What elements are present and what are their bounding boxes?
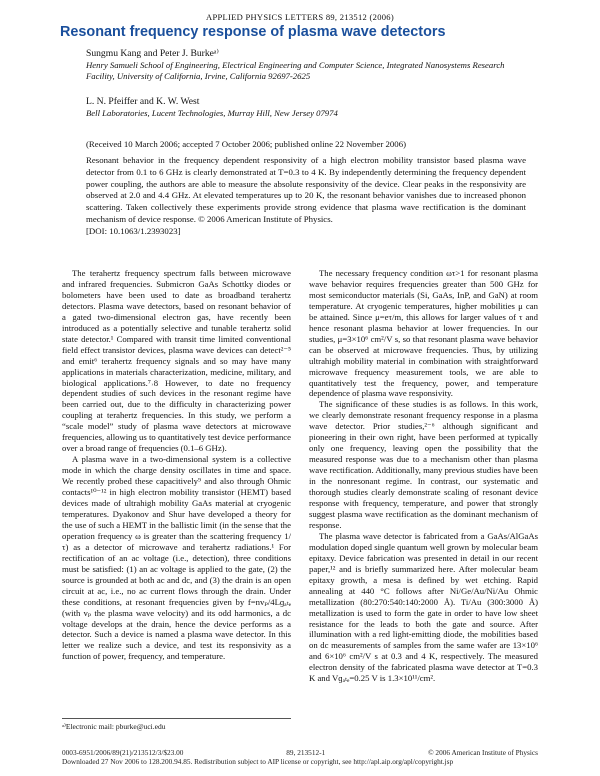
author-block-2	[86, 96, 526, 119]
footer-page-number: 89, 213512-1	[286, 748, 326, 757]
footer-issn: 0003-6951/2006/89(21)/213512/3/$23.00	[62, 748, 184, 757]
right-column	[309, 268, 538, 684]
abstract	[86, 155, 526, 238]
body-paragraph: The terahertz frequency spectrum falls between microwave and infrared frequencies. Submicron GaAs Schottky diodes or bolometers have been used to date as broadband terahertz detectors. Plasma wave detectors, based on resonant behavior of a gated two-dimensional electron gas, have recently been introduced as a potentially selective and tunable terahertz solid state detector.¹ Compared with transit time limited conventional field effect transistor devices, plasma wave devices can detect²⁻⁵ and emit⁶ terahertz frequency signals and so may have many applications in materials characterization, medicine, military, and biological applications.⁷˒8 However, to date no frequency dependent studies of such devices in the resonant regime have been carried out, due to the difficulty in characterizing power coupling at terahertz frequencies. In this study, we perform a “scale model” study of plasma wave detectors at microwave frequencies, allowing us to quantitatively test device performance over a broad range of frequencies (0.1–6 GHz).	[62, 268, 291, 454]
body-paragraph: The plasma wave detector is fabricated from a GaAs/AlGaAs modulation doped single quantum well grown by molecular beam epitaxy. Device fabrication was presented in detail in our recent paper,¹² and is briefly summarized here. After molecular beam epitaxy growth, a mesa is defined by wet etching. Rapid annealing at 440 °C follows after Ni/Ge/Au/Ni/Au Ohmic metallization (80:270:540:140:2000 Å). Ti/Au (300:3000 Å) metallization is used to form the gate in order to have low sheet resistance for the leads to both the gate and source. After illumination with a red light-emitting diode, the mobilities based on dc measurements of samples from the same wafer are 13×10⁶ and 6×10⁶ cm²/V s at 0.3 and 4 K, respectively. The measured electron density of the fabricated plasma wave detector at T=0.3 K and Vɡₐₜₑ=0.25 V is 1.3×10¹¹/cm².	[309, 530, 538, 684]
body-paragraph: The necessary frequency condition ωτ>1 for resonant plasma wave behavior requires frequencies greater than 500 GHz for most semiconductor materials (Si, GaAs, InP, and GaN) at room temperature. At cryogenic temperatures, higher mobilities μ can be attained. Since μ=eτ/m, this allows for larger values of τ and hence resonant plasma behavior at lower frequencies. In our studies, μ=3×10⁶ cm²/V s, so that resonant plasma wave behavior can be observed at microwave frequencies. Thus, by utilizing ultrahigh mobility material in combination with straightforward microwave frequency measurement tools, we are able to quantitatively test the frequency, power, and temperature dependence of plasma wave responsivity.	[309, 268, 538, 399]
running-head: APPLIED PHYSICS LETTERS 89, 213512 (2006)	[206, 12, 394, 22]
footnote: ᵃ⁾Electronic mail: pburke@uci.edu	[62, 718, 291, 731]
body-paragraph: A plasma wave in a two-dimensional system is a collective mode in which the charge density oscillates in time and space. We recently probed these capacitively⁹ and also through Ohmic contacts¹⁰⁻¹² in high electron mobility transistor (HEMT) based devices made of ultrahigh mobility GaAs material at cryogenic temperatures. Dyakonov and Shur have developed a theory for the use of such a HEMT in the ballistic limit (in the sense that the operation frequency ω is greater than the scattering frequency 1/τ) as a detector of microwave and terahertz radiations.¹ For rectification of an ac voltage (i.e., detection), three conditions must be satisfied: (1) an ac voltage is applied to the gate, (2) the source is grounded at both ac and dc, and (3) the drain is an open circuit at ac, i.e., no ac current flows through the drain. Under these conditions, at resonant frequencies given by f=nvₚ/4Lɡₐₜₑ (with vₚ the plasma wave velocity) and its odd harmonics, a dc voltage develops at the drain, hence the device performs as a detector. Such a device is named a plasma wave detector. In this letter we realize such a device, and test its responsivity as a function of power, frequency, and temperature.	[62, 454, 291, 662]
download-notice: Downloaded 27 Nov 2006 to 128.200.94.85. Redistribution subject to AIP license or copyright, see http://apl.aip.org/apl/copyright.jsp	[62, 757, 454, 766]
body-paragraph: The significance of these studies is as follows. In this work, we clearly demonstrate resonant frequency response in a plasma wave detector. Prior studies,²⁻⁶ although significant and pioneering in their own right, have been performed at typically only one frequency, leaving open the possibility that the measured response was due to a mechanism other than plasma wave rectification. Additionally, many previous studies have been in the nonresonant regime. In contrast, our systematic and thorough studies clearly demonstrate scaling of resonant device response with frequency, temperature, and power that strongly suggest plasma wave rectification as the dominant mechanism of response.	[309, 399, 538, 530]
author-names: L. N. Pfeiffer and K. W. West	[86, 96, 200, 107]
abstract-text: Resonant behavior in the frequency dependent responsivity of a high electron mobility transistor based plasma wave detector from 0.1 to 6 GHz is clearly demonstrated at T=0.3 to 4 K. By independently determining the frequency dependent power coupling, the authors are able to measure the absolute responsivity of the device. Clear peaks in the responsivity are observed at 2.0 and 4.4 GHz. At elevated temperatures up to 20 K, the resonant behavior vanishes due to increased phonon scattering. Taken collectively these experiments provide strong evidence that plasma wave rectification is the dominant mechanism of device response. © 2006 American Institute of Physics.	[86, 155, 526, 224]
author-affiliation: Bell Laboratories, Lucent Technologies, Murray Hill, New Jersey 07974	[86, 107, 338, 118]
author-names: Sungmu Kang and Peter J. Burkeᵃ⁾	[86, 48, 219, 59]
doi-link[interactable]: [DOI: 10.1063/1.2393023]	[86, 225, 181, 236]
paper-title: Resonant frequency response of plasma wave detectors	[60, 24, 446, 40]
received-dates: (Received 10 March 2006; accepted 7 October 2006; published online 22 November 2006)	[86, 139, 407, 149]
author-block-1	[86, 48, 526, 83]
page-footer	[62, 748, 538, 766]
left-column	[62, 268, 291, 662]
author-affiliation: Henry Samueli School of Engineering, Electrical Engineering and Computer Science, Integrated Nanosystems Research Facility, University of California, Irvine, California 92697-2625	[86, 59, 505, 81]
footer-copyright: © 2006 American Institute of Physics	[428, 748, 538, 757]
